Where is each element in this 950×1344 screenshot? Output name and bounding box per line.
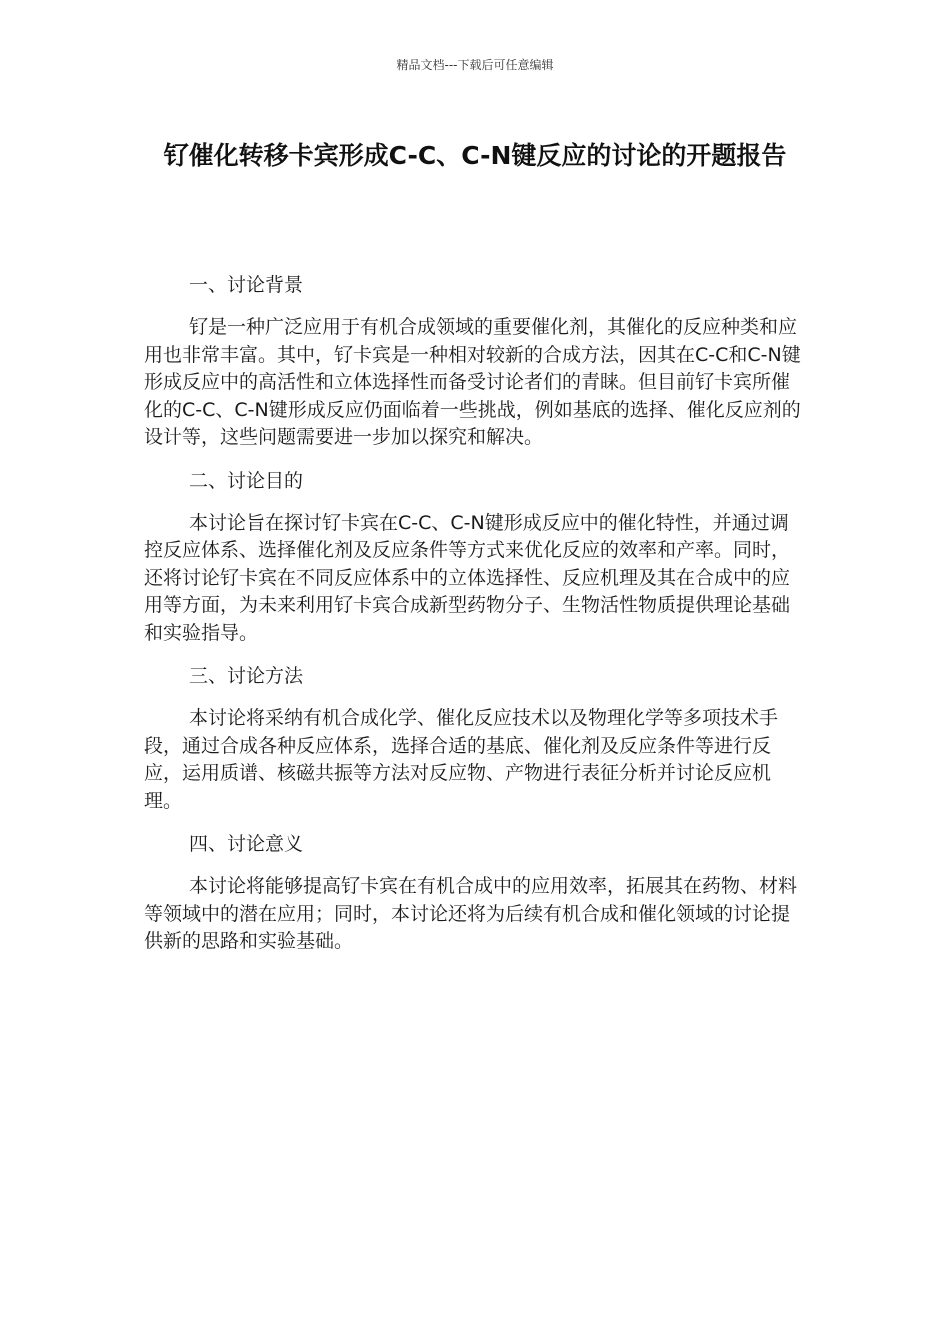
section-method — [144, 661, 804, 815]
section-heading: 一、讨论背景 — [189, 274, 304, 296]
section-paragraph: 钌是一种广泛应用于有机合成领域的重要催化剂，其催化的反应种类和应用也非常丰富。其中，钌卡宾是一种相对较新的合成方法，因其在C-C和C-N键形成反应中的高活性和立体选择性而备受讨论者们的青睐。但目前钌卡宾所催化的C-C、C-N键形成反应仍面临着一些挑战，例如基底的选择、催化反应剂的设计等，这些问题需要进一步加以探究和解决。 — [144, 316, 801, 448]
header-note: 精品文档---下载后可任意编辑 — [396, 58, 554, 72]
section-heading: 四、讨论意义 — [189, 833, 304, 855]
section-purpose — [144, 466, 804, 648]
section-significance — [144, 829, 804, 956]
section-heading: 二、讨论目的 — [189, 469, 304, 492]
section-background — [144, 270, 804, 452]
section-paragraph: 本讨论将采纳有机合成化学、催化反应技术以及物理化学等多项技术手段，通过合成各种反应体系，选择合适的基底、催化剂及反应条件等进行反应，运用质谱、核磁共振等方法对反应物、产物进行表征分析并讨论反应机理。 — [144, 707, 779, 812]
section-heading: 三、讨论方法 — [189, 665, 304, 687]
section-paragraph: 本讨论旨在探讨钌卡宾在C-C、C-N键形成反应中的催化特性，并通过调控反应体系、选择催化剂及反应条件等方式来优化反应的效率和产率。同时，还将讨论钌卡宾在不同反应体系中的立体选择性、反应机理及其在合成中的应用等方面，为未来利用钌卡宾合成新型药物分子、生物活性物质提供理论基础和实验指导。 — [144, 511, 791, 644]
document-title: 钌催化转移卡宾形成C-C、C-N键反应的讨论的开题报告 — [163, 141, 787, 170]
section-paragraph: 本讨论将能够提高钌卡宾在有机合成中的应用效率，拓展其在药物、材料等领域中的潜在应用；同时，本讨论还将为后续有机合成和催化领域的讨论提供新的思路和实验基础。 — [144, 875, 798, 952]
document-body — [144, 270, 804, 970]
